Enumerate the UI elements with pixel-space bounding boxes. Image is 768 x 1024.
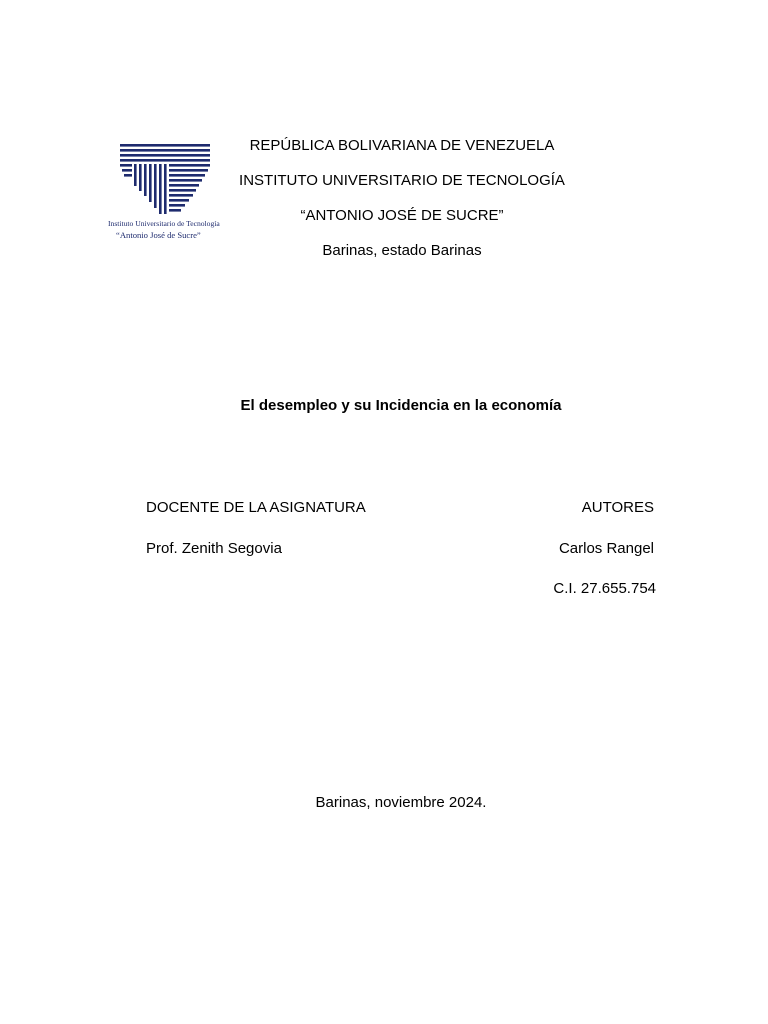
header-location: Barinas, estado Barinas [322, 242, 482, 259]
header-institute-name: “ANTONIO JOSÉ DE SUCRE” [300, 207, 504, 224]
logo-caption-line1: Instituto Universitario de Tecnología [108, 219, 220, 228]
authors-heading: AUTORES [581, 499, 654, 516]
header-republic: REPÚBLICA BOLIVARIANA DE VENEZUELA [249, 137, 555, 154]
logo-caption-line2: “Antonio José de Sucre” [116, 230, 201, 240]
teacher-heading: DOCENTE DE LA ASIGNATURA [146, 499, 366, 516]
document-title: El desempleo y su Incidencia en la economía [240, 397, 562, 414]
header-institute: INSTITUTO UNIVERSITARIO DE TECNOLOGÍA [239, 172, 565, 189]
teacher-name: Prof. Zenith Segovia [146, 540, 282, 557]
place-date: Barinas, noviembre 2024. [315, 794, 487, 811]
institute-logo [106, 142, 230, 242]
author-name: Carlos Rangel [558, 540, 654, 557]
author-id: C.I. 27.655.754 [553, 580, 656, 597]
